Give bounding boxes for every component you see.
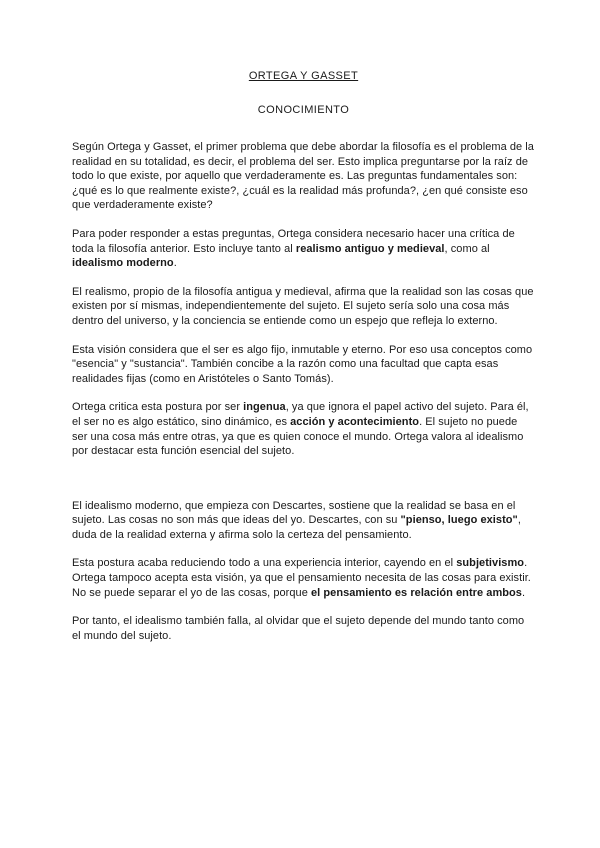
text-segment: Esta visión considera que el ser es algo fijo, inmutable y eterno. Por eso usa conceptos como "esencia" y "sustancia". También concibe a la razón como una facultad que capta esas realidades fijas (como en Aristóteles o Santo Tomás). <box>72 343 533 385</box>
paragraph <box>72 614 535 643</box>
bold-text-segment: acción y acontecimiento <box>290 415 420 428</box>
document-title: ORTEGA Y GASSET <box>248 70 359 82</box>
text-segment: El realismo, propio de la filosofía antigua y medieval, afirma que la realidad son las cosas que existen por sí mismas, independientemente del sujeto. El sujeto sería solo una cosa más dentro del universo, y la conciencia se entiende como un espejo que refleja lo externo. <box>72 285 534 327</box>
text-segment: El idealismo moderno, que empieza con Descartes, sostiene que la realidad se basa en el sujeto. Las cosas no son más que ideas del yo. Descartes, con su <box>72 499 516 527</box>
bold-text-segment: idealismo moderno <box>72 257 174 270</box>
bold-text-segment: subjetivismo <box>456 557 525 570</box>
text-segment: . Ortega tampoco acepta esta visión, ya que el pensamiento necesita de las cosas para existir. No se puede separar el yo de las cosas, porque <box>72 557 531 599</box>
text-segment: Para poder responder a estas preguntas, Ortega considera necesario hacer una crítica de toda la filosofía anterior. Esto incluye tanto al <box>72 227 515 255</box>
text-segment: Según Ortega y Gasset, el primer problema que debe abordar la filosofía es el problema de la realidad en su totalidad, es decir, el problema del ser. Esto implica preguntarse por la raíz de todo lo que existe, por aquello que verdaderamente es. Las preguntas fundamentales son: ¿qué es lo que realmente existe?, ¿cuál es la realidad más profunda?, ¿en qué consiste eso que verdaderamente existe? <box>72 141 534 212</box>
text-segment: , duda de la realidad externa y afirma solo la certeza del pensamiento. <box>72 514 521 541</box>
text-segment: Ortega critica esta postura por ser <box>72 401 244 414</box>
text-segment: . El sujeto no puede ser una cosa más entre otras, ya que es quien conoce el mundo. Ortega valora al idealismo por destacar esta función esencial del sujeto. <box>72 415 524 458</box>
text-segment: , ya que ignora el papel activo del sujeto. Para él, el ser no es algo estático, sino dinámico, es <box>72 401 529 428</box>
document-subtitle: CONOCIMIENTO <box>257 104 350 116</box>
paragraph <box>72 556 535 600</box>
text-segment: Esta postura acaba reduciendo todo a una experiencia interior, cayendo en el <box>72 557 457 570</box>
paragraph <box>72 400 535 458</box>
text-segment: Por tanto, el idealismo también falla, al olvidar que el sujeto depende del mundo tanto como el mundo del sujeto. <box>72 615 525 642</box>
paragraph <box>72 285 535 329</box>
paragraph <box>72 343 535 387</box>
document-body <box>72 140 535 643</box>
paragraph <box>72 227 535 271</box>
text-segment: . <box>173 257 177 270</box>
bold-text-segment: el pensamiento es relación entre ambos <box>311 586 522 599</box>
bold-text-segment: "pienso, luego existo" <box>400 514 518 527</box>
bold-text-segment: ingenua <box>243 401 286 414</box>
paragraph <box>72 499 535 543</box>
text-segment: . <box>521 586 526 599</box>
text-segment: , como al <box>444 242 490 255</box>
bold-text-segment: realismo antiguo y medieval <box>295 242 445 255</box>
paragraph <box>72 140 535 213</box>
